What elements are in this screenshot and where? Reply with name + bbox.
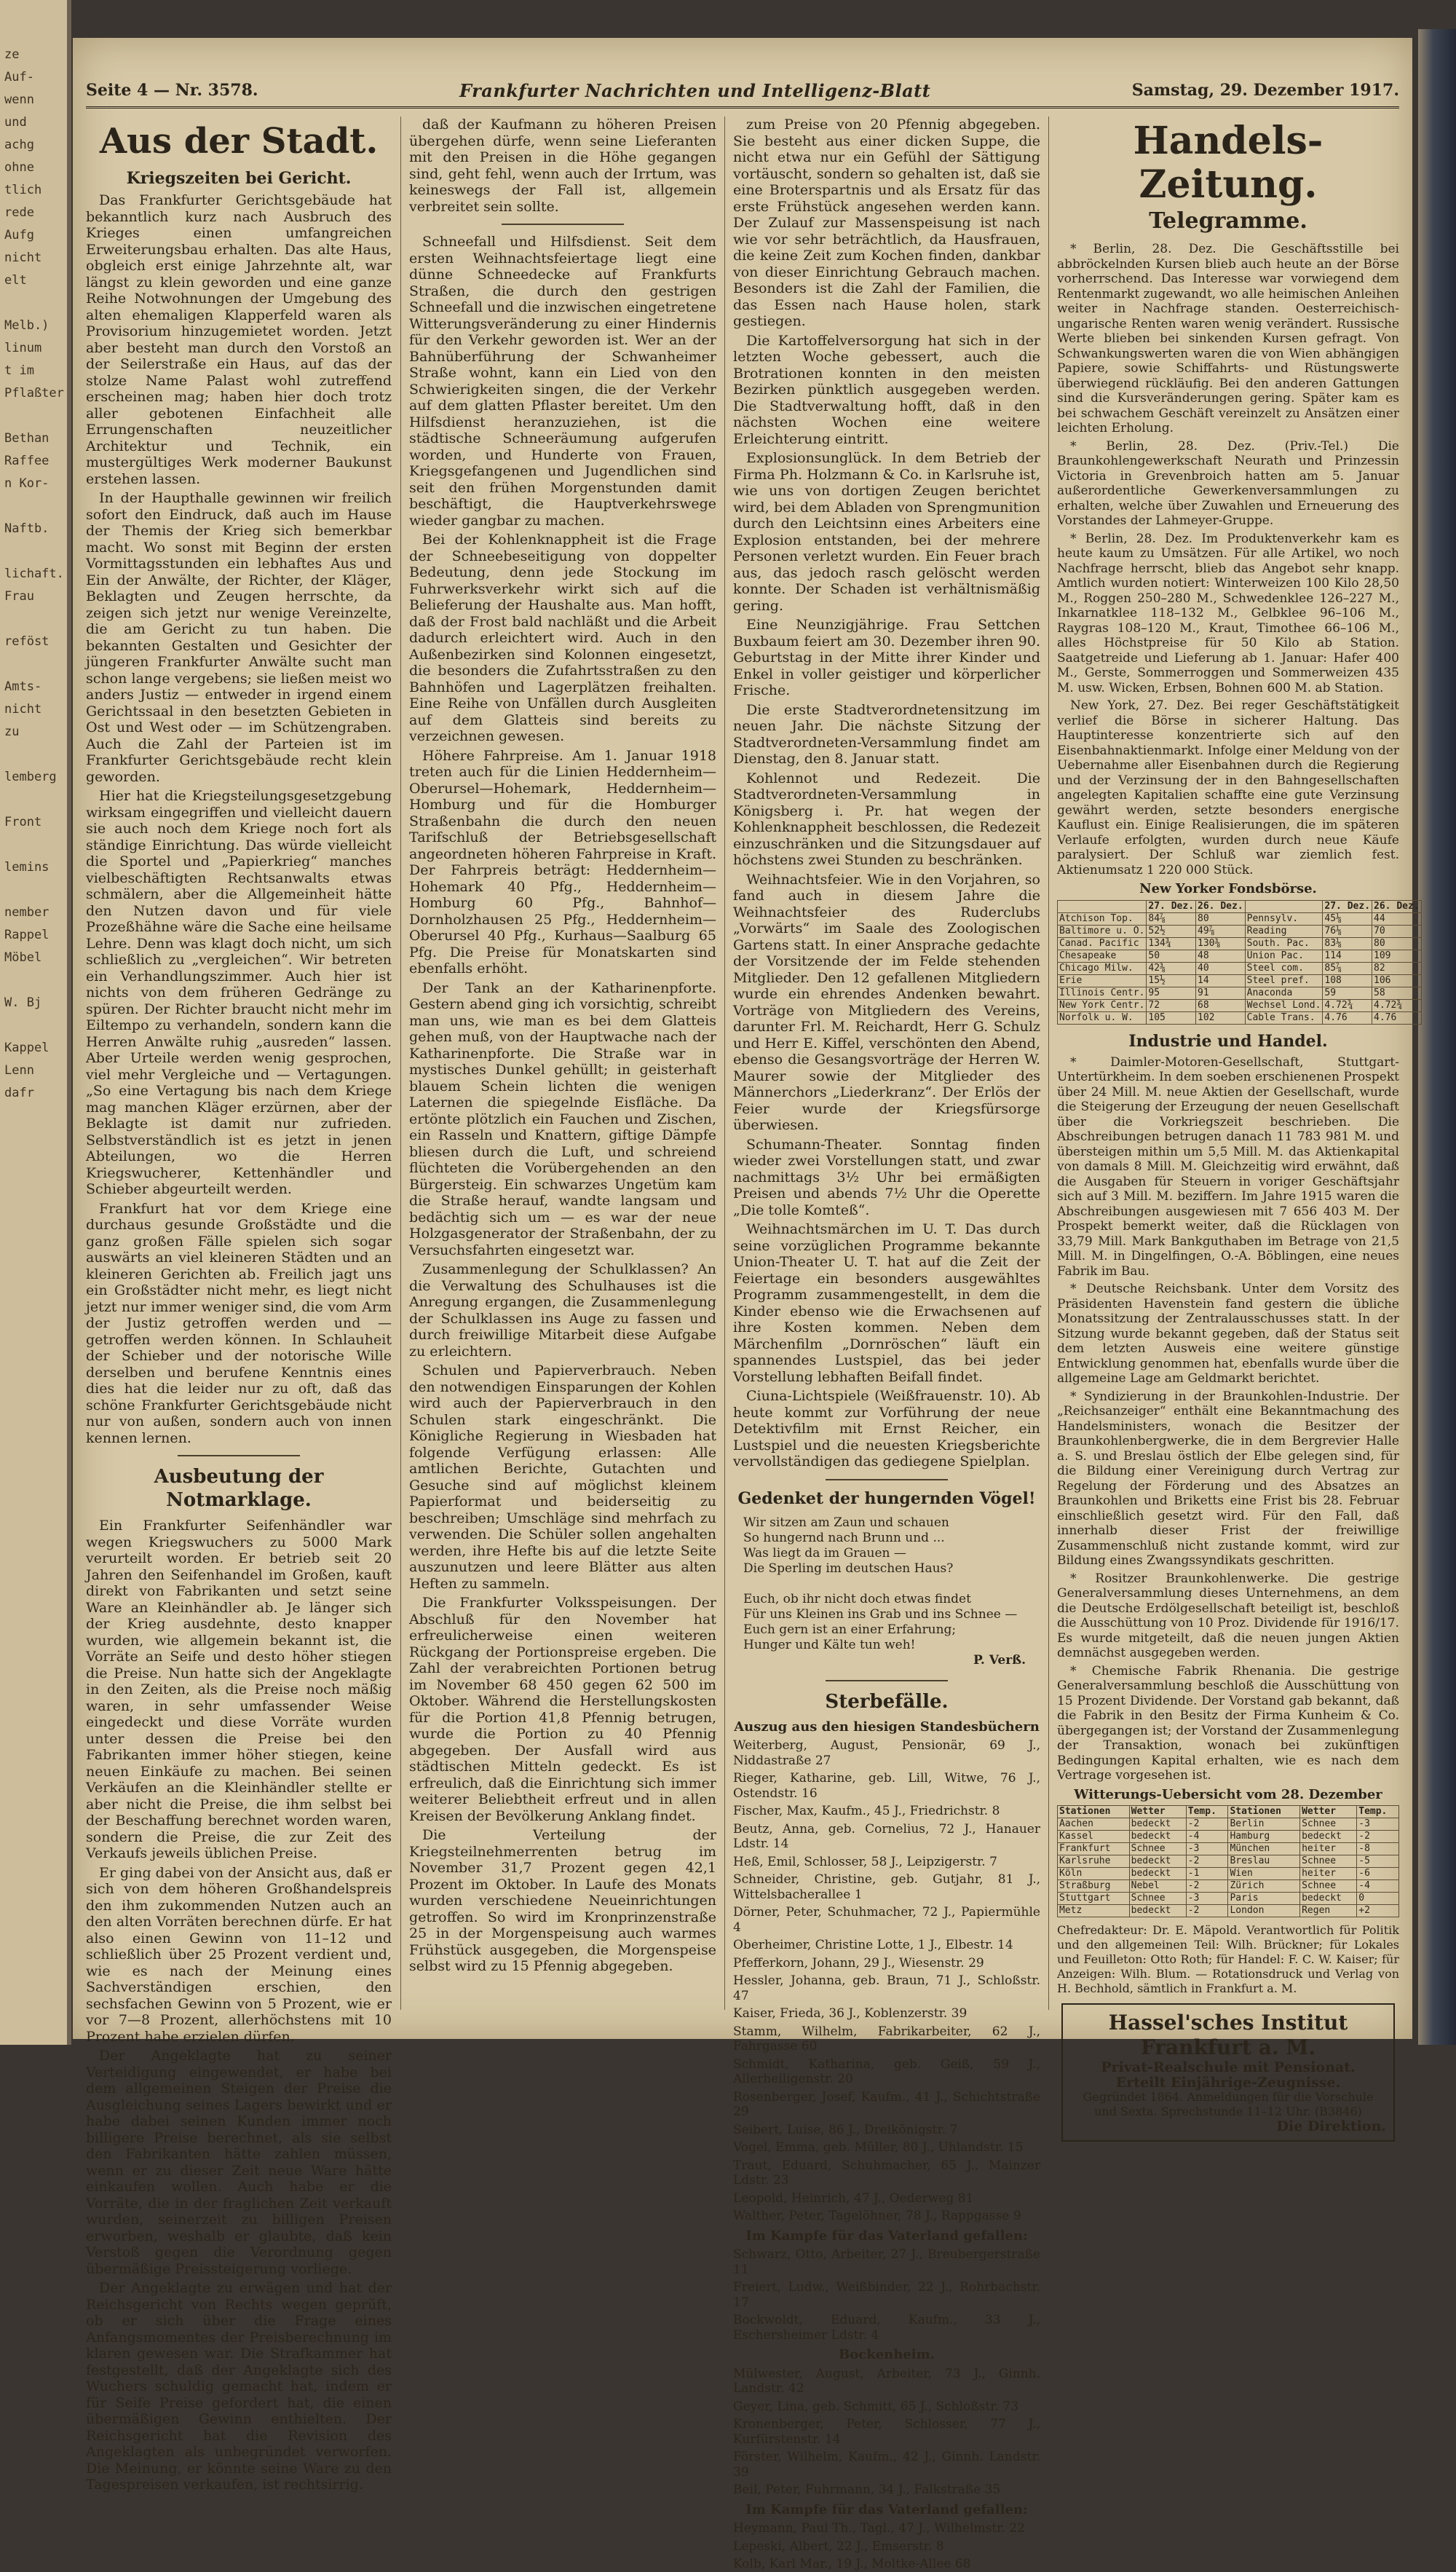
table-header-cell: 27. Dez. (1323, 900, 1372, 912)
stock-cell: 52½ (1147, 925, 1196, 937)
list-item: Rosenberger, Josef, Kaufm., 41 J., Schichtstraße 29 (733, 2089, 1040, 2119)
list-item: Traut, Eduard, Schuhmacher, 65 J., Mainzer Ldstr. 23 (733, 2158, 1040, 2188)
table-row (1058, 974, 1422, 987)
list-item: Kronenberger, Peter, Schlosser, 77 J., Kurfürstenstr. 14 (733, 2417, 1040, 2447)
telegrams-heading: Telegramme. (1149, 208, 1307, 234)
weather-cell: Schnee (1300, 1818, 1357, 1831)
stock-cell: 48 (1196, 950, 1246, 962)
table-row (1058, 962, 1422, 974)
table-row (1058, 1855, 1399, 1868)
poem-line (743, 1577, 1030, 1592)
poem-line: So hungernd nach Brunn und ... (743, 1530, 945, 1545)
list-item: Heymann, Paul Th., Tagl., 47 J., Wilhelmstr. 22 (733, 2521, 1025, 2536)
weather-cell: Metz (1058, 1905, 1130, 1917)
paragraph: Der Angeklagte zu erwägen und hat der Reichsgericht von Rechts wegen geprüft, ob er sich über die Frage eines Anfangsmomentes der Preisberechnung im klaren gewesen war. Die Strafkammer hat festgestellt, daß der Angeklagte sich des Wuchers schuldig gemacht hat, indem er für Seife Preise gefordert hat, die einen übermäßigen Gewinn enthielten. Der Reichsgericht hat die Revision des Angeklagten als unbegründet verworfen. Die Meinung, er könnte seine Ware zu den Tagespreisen verkaufen, ist rechtsirrig. (86, 2280, 392, 2493)
paragraph: Zusammenlegung der Schulklassen? An die Verwaltung des Schulhauses ist die Anregung ergangen, die Zusammenlegung der Schulklassen ins Auge zu fassen und durch freiwillige Mitarbeit diese Aufgabe zu erleichtern. (409, 1261, 716, 1360)
weather-cell: Berlin (1228, 1818, 1300, 1831)
stock-cell: 82 (1372, 962, 1422, 974)
weather-cell: Köln (1058, 1868, 1130, 1880)
list-item: Rieger, Katharine, geb. Lill, Witwe, 76 J., Ostendstr. 16 (733, 1771, 1040, 1801)
stock-cell: 49⅞ (1196, 925, 1246, 937)
poem-line: Hunger und Kälte tun weh! (743, 1637, 916, 1652)
stock-cell: 4.72¾ (1372, 999, 1422, 1011)
stock-cell: 4.72¾ (1323, 999, 1372, 1011)
weather-cell: heiter (1300, 1843, 1357, 1855)
stock-cell: 59 (1323, 987, 1372, 999)
list-item: Mülwester, August, Arbeiter, 73 J., Ginnh. Landstr. 42 (733, 2366, 1040, 2396)
column-local-news-2 (409, 117, 716, 2017)
list-item: Freiert, Ludw., Weißbinder, 22 J., Rohrbachstr. 17 (733, 2280, 1040, 2310)
table-header-cell: 27. Dez. (1147, 900, 1196, 912)
poem (733, 1512, 1040, 1671)
poem-line: Euch gern ist an einer Erfahrung; (743, 1622, 957, 1637)
weather-cell: bedeckt (1129, 1855, 1186, 1868)
paragraph: Das Frankfurter Gerichtsgebäude hat bekanntlich kurz nach Ausbruch des Krieges einen umfangreichen Erweiterungsbau erhalten. Das alte Haus, obgleich erst einige Jahrzehnte alt, war längst zu klein geworden und eine ganze Reihe Notwohnungen der Umgebung des alten ehemaligen Klapperfeld waren als Provisorium hinzugemietet worden. Jetzt aber besteht man durch den Vorstoß an der Seilerstraße ein Haus, auf das der stolze Name Palast wohl zutreffend erscheinen mag; haben hier doch trotz aller gebotenen Einfachheit alle Errungenschaften neuzeitlicher Architektur und Technik, ein mustergültiges Werk moderner Baukunst erstehen lassen. (86, 192, 392, 487)
weather-cell: -2 (1186, 1905, 1228, 1917)
paragraph: Schumann-Theater. Sonntag finden wieder zwei Vorstellungen statt, und zwar nachmittags 3½ Uhr bei ermäßigten Preisen und abends 7½ Uhr die Operette „Die tolle Komteß“. (733, 1136, 1040, 1218)
column-rule (724, 117, 725, 2010)
table-row (1058, 1880, 1399, 1893)
weather-cell: Stuttgart (1058, 1893, 1130, 1905)
weather-cell: -8 (1357, 1843, 1399, 1855)
list-item: Schmidt, Katharina, geb. Geiß, 59 J., Allerheiligenstr. 20 (733, 2056, 1040, 2086)
stock-cell: Anaconda (1245, 987, 1323, 999)
table-header-cell (1245, 900, 1323, 912)
column-local-news-3 (733, 117, 1040, 2571)
stock-cell: Baltimore u. O. (1058, 925, 1147, 937)
list-item: Beil, Peter, Fuhrmann, 34 J., Falkstraße 35 (733, 2482, 1001, 2497)
divider (826, 1479, 949, 1480)
ad-subtitle: Privat-Realschule mit Pensionat. (1101, 2059, 1356, 2075)
weather-cell: Straßburg (1058, 1880, 1130, 1893)
weather-cell: Aachen (1058, 1818, 1130, 1831)
stock-table (1057, 900, 1422, 1025)
page-number: Seite 4 — Nr. 3578. (86, 81, 258, 100)
table-row (1058, 937, 1422, 950)
stock-cell: 84⅞ (1147, 912, 1196, 925)
stock-cell: 95 (1147, 987, 1196, 999)
stock-cell: 45⅛ (1323, 912, 1372, 925)
table-header-cell: Stationen (1058, 1806, 1130, 1818)
binding-spine (0, 0, 71, 2045)
list-item: Beutz, Anna, geb. Cornelius, 72 J., Hanauer Ldstr. 14 (733, 1821, 1040, 1851)
list-item: Geyer, Lina, geb. Schmitt, 65 J., Schloßstr. 73 (733, 2399, 1018, 2414)
paragraph: Der Angeklagte hat zu seiner Verteidigung eingewendet, er habe bei dem allgemeinen Steigen der Preise die Ausgleichung seines Lagers bewirkt und er habe dabei seinen Kunden immer noch billigere Preise berechnet, als sie selbst den Fabrikanten hätte zahlen müssen, wenn er zu dieser Zeit neue Ware hätte einkaufen wollen. Auch habe er die Vorräte, die in der fraglichen Zeit verkauft wurden, seinerzeit zu billigen Preisen erworben, weshalb er glaubte, daß kein Verstoß gegen die Verordnung gegen übermäßige Preissteigerung vorliege. (86, 2048, 392, 2277)
paragraph: zum Preise von 20 Pfennig abgegeben. Sie besteht aus einer dicken Suppe, die nicht etwa nur ein Gefühl der Sättigung vortäuscht, sondern so gehalten ist, daß sie eine Broterspartnis und als Ersatz für das erste Frühstück angesehen werden kann. Der Zulauf zur Massenspeisung ist nach wie vor sehr beträchtlich, da Hausfrauen, die keine Zeit zum Kochen finden, dankbar von dieser Einrichtung Gebrauch machen. Besonders ist die Zahl der Familien, die das Essen nach Hause holen, stark gestiegen. (733, 117, 1040, 329)
paragraph: Er ging dabei von der Ansicht aus, daß er sich von dem höheren Großhandelspreis den ihm zukommenden Nutzen auch an den alten Vorräten berechnen dürfe. Er hat also einen Gewinn von 11–12 und schließlich über 25 Prozent verdient und, wie es nach der Meinung eines Sachverständigen erschien, den sechsfachen Gewinn von 5 Prozent, wie er vor 7—8 Prozent, allerhöchstens mit 10 Prozent habe erzielen dürfen. (86, 1864, 392, 2045)
advertisement (1061, 2003, 1395, 2142)
list-item: Walther, Peter, Tagelöhner, 78 J., Rappgasse 9 (733, 2209, 1021, 2223)
stock-cell: Canad. Pacific (1058, 937, 1147, 950)
list-item: Pfefferkorn, Johann, 29 J., Wiesenstr. 29 (733, 1955, 984, 1971)
weather-cell: Wien (1228, 1868, 1300, 1880)
ad-signature: Die Direktion. (1276, 2118, 1386, 2134)
stock-cell: 80 (1196, 912, 1246, 925)
weather-cell: München (1228, 1843, 1300, 1855)
poem-line: Was liegt da im Grauen — (743, 1545, 906, 1561)
weather-cell: Frankfurt (1058, 1843, 1130, 1855)
table-row (1058, 1011, 1422, 1024)
paragraph: In der Haupthalle gewinnen wir freilich sofort den Eindruck, daß auch im Hause der Themis der Krieg sich bemerkbar macht. Wo sonst mit Beginn der ersten Vormittagsstunden ein lebhaftes Aus und Ein der Anwälte, der Richter, der Kläger, Beklagten und Zeugen herrschte, da zeigen sich jetzt nur wenige Vereinzelte, die am Gericht zu tun haben. Die bekannten Gestalten und Gesichter der jüngeren Frankfurter Anwälte sucht man schon lange vergebens; sie ließen meist wo anders Justiz — entweder in irgend einem Gerichtssaal in den besetzten Gebieten in Ost und West oder — im Schützengraben. Auch die Zahl der Parteien ist im Frankfurter Gerichtsgebäude recht klein geworden. (86, 490, 392, 785)
weather-cell: -6 (1357, 1868, 1399, 1880)
paragraph: * Berlin, 28. Dez. Im Produktenverkehr kam es heute kaum zu Umsätzen. Für alle Artikel, wo noch Nachfrage herrscht, blieb das Angebot sehr knapp. Amtlich wurden notiert: Winterweizen 100 Kilo 28,50 M., Roggen 250–280 M., Schwedenklee 126–227 M., Inkarnatklee 118–132 M., Gelbklee 96–106 M., Raygras 108–120 M., Kraut, Timothee 66–106 M., alles Höchstpreise für 50 Kilo ab Station. Saatgetreide und Lieferung ab 1. Januar: Hafer 400 M., Gerste, Sommerroggen und Sommerweizen 435 M. usw. Wicken, Erbsen, Bohnen 600 M. ab Station. (1057, 531, 1399, 695)
deaths-subheading: Im Kampfe für das Vaterland gefallen: (745, 2501, 1028, 2517)
stock-cell: Cable Trans. (1245, 1011, 1323, 1024)
weather-cell: Karlsruhe (1058, 1855, 1130, 1868)
stock-cell: Illinois Centr. (1058, 987, 1147, 999)
ad-line: Gegründet 1864. Anmeldungen für die Vorschule und Sexta. Sprechstunde 11–12 Uhr. (B3846) (1083, 2090, 1374, 2118)
ad-name: Hassel'sches Institut Frankfurt a. M. (1108, 2011, 1348, 2059)
issue-date: Samstag, 29. Dezember 1917. (1131, 81, 1399, 100)
table-header-cell: Wetter (1300, 1806, 1357, 1818)
stock-cell: Steel pref. (1245, 974, 1323, 987)
weather-cell: -4 (1357, 1880, 1399, 1893)
list-item: Lepeski, Albert, 22 J., Emserstr. 8 (733, 2539, 944, 2554)
table-header-row (1058, 1806, 1399, 1818)
column-local-news (86, 117, 392, 2493)
stock-cell: 15½ (1147, 974, 1196, 987)
paragraph: * Rositzer Braunkohlenwerke. Die gestrige Generalversammlung dieses Unternehmens, an dem die Deutsche Erdölgesellschaft beteiligt ist, beschloß die Ausschüttung von 10 Proz. Dividende für 1916/17. Es wurde mitgeteilt, daß die neuen jungen Aktien demnächst ausgegeben werden. (1057, 1571, 1399, 1660)
weather-cell: Regen (1300, 1905, 1357, 1917)
paragraph: Frankfurt hat vor dem Kriege eine durchaus gesunde Großstädte und die ganz großen Fälle spielen sich sogar auswärts an viel kleineren Städten und an kleineren Gerichten ab. Freilich jagt uns ein Großstädter nicht mehr, es liegt nicht jetzt nur immer weniger sind, die vom Arm der Justiz getroffen werden und — getroffen werden können. In Schlauheit der Schieber und der notorische Wille derselben und berufene Kenntnis eines dies hat die leider nur zu oft, daß das schöne Frankfurter Gerichtsgebäude nicht nur von außen, sondern auch von innen kennen lernen. (86, 1200, 392, 1446)
paragraph: Ein Frankfurter Seifenhändler war wegen Kriegswuchers zu 5000 Mark verurteilt worden. Er betrieb seit 20 Jahren den Seifenhandel im Großen, kauft direkt von Fabrikanten und setzt seine Ware an Kleinhändler ab. Je länger sich der Krieg ausdehnte, desto knapper wurden, wie allgemein bekannt ist, die Vorräte an Seife und desto höher stiegen die Preise. Nun hatte sich der Angeklagte in den Zeiten, als die Preise noch mäßig waren, in sehr umfassender Weise eingedeckt und diese Vorräte wurden unter dessen die Preise bei den Fabrikanten immer höher stiegen, keine neuen Einkäufe zu machen. Bei seinen Verkäufen an die Kleinhändler stellte er aber nicht die Preise, die ihm selbst bei der Beschaffung berechnet worden waren, sondern die Preise, die zur Zeit des Verkaufs jeweils üblichen Preise. (86, 1518, 392, 1861)
weather-cell: bedeckt (1129, 1868, 1186, 1880)
paragraph: * Syndizierung in der Braunkohlen-Industrie. Der „Reichsanzeiger“ enthält eine Bekanntmachung des Handelsministers, wonach die Besitzer der Braunkohlenbergwerke, die in dem Bergrevier Halle a. S. und Breslau östlich der Elbe gelegen sind, für die Bildung einer Vereinigung durch Vertrag zur Regelung der Förderung und des Absatzes an Braunkohlen und Briketts eine Frist bis 28. Februar einschließlich gesetzt wird. Für den Fall, daß innerhalb dieser Frist der freiwillige Zusammenschluß nicht zustande kommt, wird zur Bildung eines Zwangssyndikats geschritten. (1057, 1389, 1399, 1568)
weather-cell: Zürich (1228, 1880, 1300, 1893)
paragraph: Schulen und Papierverbrauch. Neben den notwendigen Einsparungen der Kohlen wird auch der Papierverbrauch in den Schulen stark eingeschränkt. Die Königliche Regierung in Wiesbaden hat folgende Verfügung erlassen: Alle amtlichen Berichte, Gutachten und Gesuche sind auf möglichst kleinem Papierformat und beiderseitig zu beschreiben; Umschläge sind mehrfach zu verwenden. Die Schüler sollen angehalten werden, ihre Hefte bis auf die letzte Seite auszunutzen und leere Blätter aus alten Heften zu sammeln. (409, 1362, 716, 1592)
list-item: Bockwoldt, Eduard, Kaufm., 33 J., Eschersheimer Ldstr. 4 (733, 2313, 1040, 2343)
stock-cell: 91 (1196, 987, 1246, 999)
stock-cell: Wechsel Lond. (1245, 999, 1323, 1011)
paragraph: Die erste Stadtverordnetensitzung im neuen Jahr. Die nächste Sitzung der Stadtverordneten-Versammlung findet am Dienstag, den 8. Januar statt. (733, 701, 1040, 767)
stock-cell: New York Centr. (1058, 999, 1147, 1011)
weather-cell: -3 (1186, 1893, 1228, 1905)
weather-cell: bedeckt (1129, 1818, 1186, 1831)
weather-cell: Breslau (1228, 1855, 1300, 1868)
poem-line: Euch, ob ihr nicht doch etwas findet (743, 1591, 971, 1606)
stock-cell: 70 (1372, 925, 1422, 937)
list-item: Heß, Emil, Schlosser, 58 J., Leipzigerstr. 7 (733, 1854, 997, 1869)
stock-cell: Reading (1245, 925, 1323, 937)
list-item: Kaiser, Frieda, 36 J., Koblenzerstr. 39 (733, 2006, 968, 2021)
stock-cell: Chicago Milw. (1058, 962, 1147, 974)
stock-cell: 102 (1196, 1011, 1246, 1024)
poem-line: Für uns Kleinen ins Grab und ins Schnee — (743, 1606, 1018, 1622)
weather-cell: London (1228, 1905, 1300, 1917)
deaths-subheading: Bockenheim. (839, 2347, 935, 2362)
stock-cell: Atchison Top. (1058, 912, 1147, 925)
table-header-cell: Wetter (1129, 1806, 1186, 1818)
previous-page-fragments: ze Auf- wenn und achg ohne tlich rede Aufg nicht elt Melb.) linum t im Pflaßter Bethan Raffee n Kor- Naftb. lichaft. Frau reföst Amts- nicht zu lemberg Front lemins nember Rappel Möbel W. Bj Kappel Lenn dafr (4, 47, 64, 1100)
list-item: Oberheimer, Christine Lotte, 1 J., Elbestr. 14 (733, 1938, 1013, 1952)
table-row (1058, 1818, 1399, 1831)
list-item: Vogel, Emma, geb. Müller, 80 J., Uhlandstr. 15 (733, 2140, 1024, 2155)
stock-cell: 105 (1147, 1011, 1196, 1024)
divider (502, 224, 625, 225)
table-row (1058, 987, 1422, 999)
stock-cell: Pennsylv. (1245, 912, 1323, 925)
weather-cell: -2 (1357, 1831, 1399, 1843)
column-commerce (1057, 117, 1420, 2134)
stock-cell: 68 (1196, 999, 1246, 1011)
section-title-commerce: Handels-Zeitung. (1133, 119, 1324, 207)
weather-cell: bedeckt (1300, 1831, 1357, 1843)
paragraph: * Daimler-Motoren-Gesellschaft, Stuttgart-Untertürkheim. In dem soeben erschienenen Prospekt über 24 Mill. M. neue Aktien der Gesellschaft, wurde die Steigerung der Erzeugung der neuen Gesellschaft über die Vorkriegszeit beschrieben. Die Abschreibungen betrugen danach 11 783 981 M. und übersteigen mithin um 5,5 Mill. M. das Aktienkapital von damals 8 Mill. M. Gleichzeitig wird erwähnt, daß die Ausgaben für Steuern in voriger Geschäftsjahr sich auf 3 Mill. M. beziffern. Im Jahre 1915 waren die Abschreibungen ausgewiesen mit 7 656 403 M. Der Prospekt bemerkt weiter, daß die Rücklagen von 33,79 Mill. Mark Bankguthaben im Betrage von 21,5 Mill. M. in Dingelfingen, O.-A. Böblingen, eine neues Fabrik im Bau. (1057, 1054, 1399, 1279)
stock-cell: 108 (1323, 974, 1372, 987)
table-header-row (1058, 900, 1422, 912)
poem-line: Wir sitzen am Zaun und schauen (743, 1515, 949, 1530)
weather-cell: -1 (1186, 1868, 1228, 1880)
list-item: Kolb, Karl Mar., 19 J., Moltke-Allee 68 (733, 2557, 971, 2571)
weather-cell: +2 (1357, 1905, 1399, 1917)
weather-cell: Paris (1228, 1893, 1300, 1905)
page-header (86, 74, 1399, 109)
stock-cell: 130⅜ (1196, 937, 1246, 950)
weather-cell: -2 (1186, 1880, 1228, 1893)
newspaper-page (73, 38, 1420, 2571)
weather-cell: bedeckt (1129, 1905, 1186, 1917)
stock-cell: South. Pac. (1245, 937, 1323, 950)
table-header-cell: 26. Dez. (1372, 900, 1422, 912)
paragraph: daß der Kaufmann zu höheren Preisen übergehen dürfe, wenn seine Lieferanten mit den Preisen in die Höhe gegangen sind, geht fehl, wenn auch der Irrtum, was keineswegs der Fall ist, allgemein verbreitet sein sollte. (409, 117, 716, 215)
stock-cell: 44 (1372, 912, 1422, 925)
deaths-title: Sterbefälle. (825, 1690, 949, 1713)
list-item: Weiterberg, August, Pensionär, 69 J., Niddastraße 27 (733, 1738, 1040, 1768)
weather-cell: bedeckt (1300, 1893, 1357, 1905)
list-item: Förster, Wilhelm, Kaufm., 42 J., Ginnh. Landstr. 39 (733, 2450, 1040, 2480)
death-notices (733, 1719, 1040, 2572)
stock-cell: 106 (1372, 974, 1422, 987)
weather-cell: Kassel (1058, 1831, 1130, 1843)
paragraph: * Berlin, 28. Dez. (Priv.-Tel.) Die Braunkohlengewerkschaft Neurath und Prinzessin Victoria in Grevenbroich hatten am 5. Januar außerordentliche Gewerkenversammlungen zu erhalten, welche über Zuwahlen und Erneuerung des Vorstandes der Lahmeyer-Gruppe. (1057, 438, 1399, 528)
list-item: Stamm, Wilhelm, Fabrikarbeiter, 62 J., Fahrgasse 60 (733, 2024, 1040, 2054)
paragraph: Die Frankfurter Volksspeisungen. Der Abschluß für den November hat erfreulicherweise einen weiteren Rückgang der Portionspreise ergeben. Die Zahl der verabreichten Portionen betrug im November 68 450 gegen 62 500 im Oktober. Während die Herstellungskosten für die Portion 41,8 Pfennig betrugen, wurde die Portion zu 40 Pfennig abgegeben. Der Ausfall wird aus städtischen Mitteln gedeckt. Es ist erfreulich, daß die Einrichtung sich immer weiterer Beliebtheit erfreut und in allen Kreisen der Bevölkerung Anklang findet. (409, 1595, 716, 1824)
table-row (1058, 912, 1422, 925)
column-rule (400, 117, 401, 2010)
table-row (1058, 1868, 1399, 1880)
paragraph: Weihnachtsmärchen im U. T. Das durch seine vorzüglichen Programme bekannte Union-Theater U. T. hat auf die Zeit der Feiertage ein besonders ausgewähltes Programm zusammengestellt, in dem die Kinder ebenso wie die Erwachsenen auf ihre Kosten kommen. Neben dem Märchenfilm „Dornröschen“ läuft ein spannendes Lustspiel, das bei jeder Vorstellung lebhaften Beifall findet. (733, 1221, 1040, 1385)
article-heading: Industrie und Handel. (1128, 1031, 1328, 1051)
stock-cell: Steel com. (1245, 962, 1323, 974)
weather-cell: -2 (1186, 1818, 1228, 1831)
paragraph: Hier hat die Kriegsteilungsgesetzgebung wirksam eingegriffen und vielleicht dauern sie auch noch dem Kriege noch fort als ständige Einrichtung. Das würde vielleicht die Sportel und „Papierkrieg“ manches vielbeschäftigten Rechtsanwalts etwas schmälern, aber die Allgemeinheit hätte den Nutzen davon und für viele Prozeßhähne wäre die Sache eine heilsame Lehre. Denn was klagt doch nicht, um sich schließlich zu „vergleichen“. Wir betreten ein Verhandlungszimmer. Auch hier ist nichts von dem früheren Gedränge zu spüren. Der Richter braucht nicht mehr im Eiltempo zu verhandeln, sondern kann die Herren Anwälte ruhig „ausreden“ lassen. Aber Urteile werden wenig gesprochen, viel mehr Vergleiche und — Vertagungen. „So eine Vertagung bis nach dem Kriege mag manchen Kläger erzürnen, aber der Beklagte ist damit nur zufrieden. Selbstverständlich ist es jetzt in jenen Abteilungen, wo die Herren Kriegswucherer, Kettenhändler und Schieber abgeurteilt werden. (86, 788, 392, 1197)
weather-cell: Schnee (1300, 1855, 1357, 1868)
list-item: Schwarz, Otto, Arbeiter, 27 J., Breubergerstraße 11 (733, 2247, 1040, 2277)
paragraph: * Chemische Fabrik Rhenania. Die gestrige Generalversammlung beschloß die Ausschüttung von 15 Prozent Dividende. Der Vorstand gab bekannt, daß die Fabrik in den Besitz der Firma Kunheim & Co. übergegangen ist; der Vorstand der Zusammenlegung der Transaktion, wonach bei zukünftigen Bedingungen Kapital erhalten, wie es nach dem Vertrage vorgesehen ist. (1057, 1663, 1399, 1783)
stock-cell: 42⅜ (1147, 962, 1196, 974)
deaths-subheading: Im Kampfe für das Vaterland gefallen: (745, 2228, 1028, 2244)
deaths-subheading: Auszug aus den hiesigen Standesbüchern (734, 1719, 1040, 1735)
table-header-cell: 26. Dez. (1196, 900, 1246, 912)
masthead: Frankfurter Nachrichten und Intelligenz-Blatt (459, 79, 931, 101)
paragraph: Die Kartoffelversorgung hat sich in der letzten Woche gebessert, auch die Brotrationen konnten in den meisten Bezirken pünktlich ausgegeben werden. Die Stadtverwaltung hofft, daß in den nächsten Wochen eine weitere Erleichterung eintritt. (733, 332, 1040, 447)
paragraph: New York, 27. Dez. Bei reger Geschäftstätigkeit verlief die Börse in sicherer Haltung. Das Hauptinteresse konzentrierte sich auf den Eisenbahnaktienmarkt. Infolge einer Meldung von der Uebernahme aller Eisenbahnen durch die Regierung und der Verzinsung der in den Bahngesellschaften angelegten Kapitalien schaffte eine gute Verzinsung gewährt werden, setzte besonders energische Kauflust ein. Einige Realisierungen, die im späteren Verlaufe erfolgten, wurden durch neue Käufe paralysiert. Der Schluß war ziemlich fest. Aktienumsatz 1 220 000 Stück. (1057, 698, 1399, 877)
list-item: Fischer, Max, Kaufm., 45 J., Friedrichstr. 8 (733, 1804, 1000, 1818)
table-row (1058, 1905, 1399, 1917)
table-header-cell: Temp. (1357, 1806, 1399, 1818)
table-header-cell (1058, 900, 1147, 912)
weather-cell: Hamburg (1228, 1831, 1300, 1843)
stock-cell: 109 (1372, 950, 1422, 962)
list-item: Schneider, Christine, geb. Gutjahr, 81 J., Wittelsbacherallee 1 (733, 1872, 1040, 1902)
table-row (1058, 925, 1422, 937)
weather-table-title: Witterungs-Uebersicht vom 28. Dezember (1074, 1786, 1382, 1802)
stock-cell: Erie (1058, 974, 1147, 987)
paragraph: Bei der Kohlenknappheit ist die Frage der Schneebeseitigung von doppelter Bedeutung, denn jede Stockung im Fuhrwerksverkehr wirkt sich auf die Belieferung der Haushalte aus. Man hofft, daß der Frost bald nachläßt und die Arbeit dadurch erleichtert wird. Auch in den Außenbezirken sind Kolonnen eingesetzt, die besonders die Zufahrtsstraßen zu den Bahnhöfen und Lagerplätzen freihalten. Eine Reihe von Unfällen durch Ausgleiten auf dem Glatteis sind bereits zu verzeichnen gewesen. (409, 532, 716, 744)
stock-cell: Union Pac. (1245, 950, 1323, 962)
divider (826, 1680, 949, 1681)
table-row (1058, 999, 1422, 1011)
stock-cell: 134¾ (1147, 937, 1196, 950)
section-title-local: Aus der Stadt. (99, 121, 379, 162)
weather-cell: Schnee (1300, 1880, 1357, 1893)
paragraph: Die Verteilung der Kriegsteilnehmerrenten betrug im November 31,7 Prozent gegen 42,1 Prozent im Oktober. In Laufe des Monats wurden verschiedene Neueinrichtungen getroffen. So wird im Kronprinzenstraße 25 in der Morgenspeisung auch warmes Frühstück ausgegeben, die Morgenspeise selbst wird zu 15 Pfennig abgegeben. (409, 1827, 716, 1974)
weather-cell: Schnee (1129, 1893, 1186, 1905)
stock-cell: 50 (1147, 950, 1196, 962)
paragraph: Der Tank an der Katharinenpforte. Gestern abend ging ich vorsichtig, schreibt man uns, wie man es bei dem Glatteis gehen muß, von der Hauptwache nach der Katharinenpforte. Die Straße war in mystisches Dunkel gehüllt; in geisterhaft blauem Schein lichten die wenigen Laternen die spiegelnde Eisfläche. Da ertönte plötzlich ein Fauchen und Zischen, ein Rasseln und Knattern, giftige Dämpfe bliesen durch die Luft, und schreiend flüchteten die Vorübergehenden an den Bürgersteig. Ein schwarzes Ungetüm kam die Straße herauf, wandte langsam und bedächtig sich um — es war der neue Holzgasgenerator der Straßenbahn, der zu Versuchsfahrten eingesetzt war. (409, 979, 716, 1258)
list-item: Seibert, Luise, 86 J., Dreikönigstr. 7 (733, 2122, 958, 2137)
weather-cell: 0 (1357, 1893, 1399, 1905)
weather-cell: bedeckt (1129, 1831, 1186, 1843)
weather-cell: heiter (1300, 1868, 1357, 1880)
stock-cell: 85⅞ (1323, 962, 1372, 974)
divider (178, 1455, 300, 1456)
poem-line: Die Sperling im deutschen Haus? (743, 1561, 954, 1576)
table-row (1058, 1831, 1399, 1843)
paragraph: Kohlennot und Redezeit. Die Stadtverordneten-Versammlung in Königsberg i. Pr. hat wegen der Kohlenknappheit beschlossen, die Redezeit einzuschränken und die Sitzungsdauer auf höchstens zwei Stunden zu beschränken. (733, 770, 1040, 868)
stock-cell: 58 (1372, 987, 1422, 999)
stock-cell: 83⅛ (1323, 937, 1372, 950)
weather-cell: -3 (1186, 1843, 1228, 1855)
paragraph: Schneefall und Hilfsdienst. Seit dem ersten Weihnachtsfeiertage liegt eine dünne Schneedecke auf Frankfurts Straßen, die durch den gestrigen Schneefall und die inzwischen eingetretene Witterungsveränderung zu einer Hindernis für den Verkehr geworden ist. Wer an der Bahnüberführung der Schwanheimer Straße wohnt, kann ein Lied von den Schwierigkeiten singen, die der Verkehr auf dem glatten Pflaster bereitet. Um den Hilfsdienst heranzuziehen, ist die städtische Schneeräumung aufgerufen worden, und Hunderte von Frauen, Kriegsgefangenen und Jugendlichen sind seit den frühen Morgenstunden damit beschäftigt, die Hauptverkehrswege wieder gangbar zu machen. (409, 234, 716, 529)
list-item: Dörner, Peter, Schuhmacher, 72 J., Papiermühle 4 (733, 1905, 1040, 1935)
stock-cell: Chesapeake (1058, 950, 1147, 962)
stock-cell: Norfolk u. W. (1058, 1011, 1147, 1024)
stock-cell: 14 (1196, 974, 1246, 987)
table-row (1058, 950, 1422, 962)
stock-cell: 114 (1323, 950, 1372, 962)
stock-cell: 4.76 (1323, 1011, 1372, 1024)
fx-table-title: New Yorker Fondsbörse. (1139, 881, 1317, 896)
article-heading: Kriegszeiten bei Gericht. (126, 169, 352, 188)
stock-cell: 4.76 (1372, 1011, 1422, 1024)
paragraph: Explosionsunglück. In dem Betrieb der Firma Ph. Holzmann & Co. in Karlsruhe ist, wie uns von dortigen Zeugen berichtet wird, bei dem Abladen von Sprengmunition durch den Leichtsinn eines Arbeiters eine Explosion entstanden, bei der mehrere Personen verletzt wurden. Ein Feuer brach aus, das jedoch rasch gelöscht werden konnte. Der Schaden ist verhältnismäßig gering. (733, 450, 1040, 614)
poem-title: Gedenket der hungernden Vögel! (737, 1488, 1036, 1508)
stock-cell: 40 (1196, 962, 1246, 974)
paragraph: Ciuna-Lichtspiele (Weißfrauenstr. 10). Ab heute kommt zur Vorführung der neue Detektivfilm mit Ernst Reicher, ein Lustspiel und die neuesten Kriegsberichte vervollständigen das gediegene Spielplan. (733, 1388, 1040, 1470)
list-item: Hessler, Johanna, geb. Braun, 71 J., Schloßstr. 47 (733, 1973, 1040, 2003)
ad-line: Erteilt Einjährige-Zeugnisse. (1115, 2074, 1341, 2091)
weather-cell: -5 (1357, 1855, 1399, 1868)
weather-table (1057, 1805, 1399, 1917)
paragraph: Höhere Fahrpreise. Am 1. Januar 1918 treten auch für die Linien Heddernheim—Oberursel—Hohemark, Heddernheim—Homburg und für die Homburger Straßenbahn die durch den neuen Tarifschluß der Betriebsgesellschaft angeordneten höheren Fahrpreise in Kraft. Der Fahrpreis beträgt: Heddernheim—Hohemark 40 Pfg., Heddernheim—Homburg 60 Pfg., Bahnhof—Dornholzhausen 25 Pfg., Heddernheim—Oberursel 40 Pfg., Kurhaus—Saalburg 65 Pfg. Die Preise für Monatskarten sind ebenfalls erhöht. (409, 747, 716, 977)
imprint: Chefredakteur: Dr. E. Mäpold. Verantwortlich für Politik und den allgemeinen Teil: Wilh. Brückner; für Lokales und Feuilleton: Otto Roth; für Handel: F. C. W. Kaiser; für Anzeigen: Wilh. Blum. — Rotationsdruck und Verlag von H. Bechhold, sämtlich in Frankfurt a. M. (1057, 1923, 1399, 1995)
table-row (1058, 1843, 1399, 1855)
book-edge (1418, 29, 1456, 2045)
table-row (1058, 1893, 1399, 1905)
column-rule (1048, 117, 1049, 2010)
table-header-cell: Stationen (1228, 1806, 1300, 1818)
weather-cell: Schnee (1129, 1843, 1186, 1855)
weather-cell: -4 (1186, 1831, 1228, 1843)
stock-cell: 72 (1147, 999, 1196, 1011)
poem-author: P. Verß. (973, 1652, 1026, 1668)
table-header-cell: Temp. (1186, 1806, 1228, 1818)
weather-cell: -3 (1357, 1818, 1399, 1831)
stock-cell: 80 (1372, 937, 1422, 950)
paragraph: * Deutsche Reichsbank. Unter dem Vorsitz des Präsidenten Havenstein fand gestern die übliche Monatssitzung der Zentralausschusses statt. In der Sitzung wurde bekannt gegeben, daß der Status seit dem letzten Ausweis eine weitere günstige Entwicklung genommen hat, ebenfalls wurde über die allgemeine Lage am Geldmarkt berichtet. (1057, 1282, 1399, 1386)
weather-cell: Nebel (1129, 1880, 1186, 1893)
paragraph: * Berlin, 28. Dez. Die Geschäftsstille bei abbröckelnden Kursen blieb auch heute an der Börse vorherrschend. Das Interesse war vorwiegend dem Rentenmarkt zugewandt, wo alle heimischen Anleihen weiter in Nachfrage standen. Oesterreichisch-ungarische Renten waren wenig verändert. Russische Werte blieben bei sinkenden Kursen gefragt. Von Schwankungswerten waren die von Wien abhängigen Papiere, sowie Schiffahrts- und Rüstungswerte überwiegend rückläufig. Bei den anderen Gattungen sind die Kursveränderungen gering. Später kam es bei schwachem Geschäft vereinzelt zu Ansätzen einer leichten Erholung. (1057, 242, 1399, 435)
list-item: Leopold, Heinrich, 47 J., Oederweg 81 (733, 2190, 974, 2206)
paragraph: Eine Neunzigjährige. Frau Settchen Buxbaum feiert am 30. Dezember ihren 90. Geburtstag in der Mitte ihrer Kinder und Enkel in voller geistiger und körperlicher Frische. (733, 617, 1040, 698)
paragraph: Weihnachtsfeier. Wie in den Vorjahren, so fand auch in diesem Jahre die Weihnachtsfeier des Ruderclubs „Vorwärts“ im Saale des Zoologischen Gartens statt. In einer Ansprache gedachte der Vorsitzende der im Felde stehenden Mitglieder. Den 12 gefallenen Mitgliedern wurde ein ehrendes Andenken bewahrt. Vorträge von Mitgliedern des Vereins, darunter Frl. M. Reichardt, Herr G. Schulz und Herr E. Kiffel, verschönten den Abend, ebenso die Gesangsvorträge der Herren W. Maurer sowie der Mitglieder des Männerchors „Liederkranz“. Der Erlös der Feier wurde der Kriegsfürsorge überwiesen. (733, 871, 1040, 1133)
weather-cell: -2 (1186, 1855, 1228, 1868)
stock-cell: 76⅛ (1323, 925, 1372, 937)
article-heading: Ausbeutung der Notmarklage. (154, 1466, 324, 1511)
